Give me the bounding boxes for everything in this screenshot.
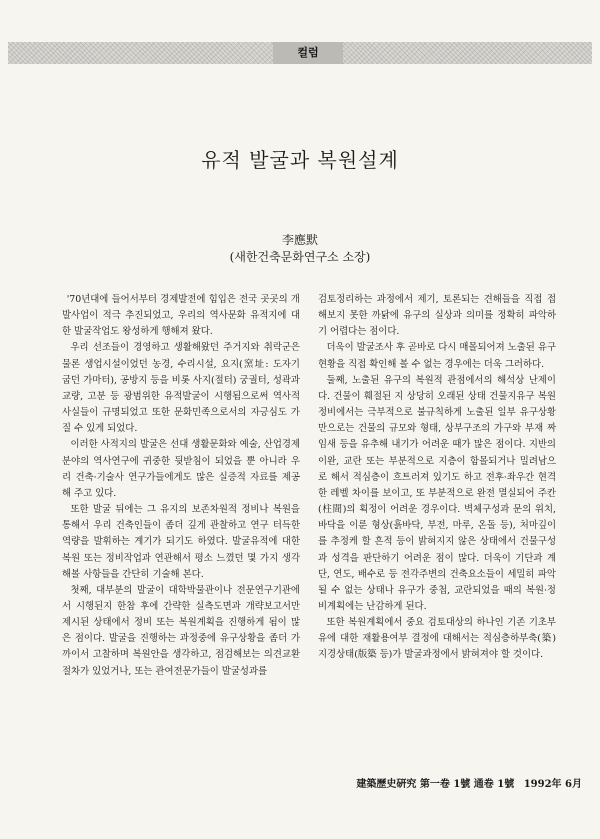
author-affiliation: (새한건축문화연구소 소장)	[229, 250, 371, 264]
paragraph: 또한 발굴 뒤에는 그 유지의 보존차원적 정비나 복원을 통해서 우리 건축인들이 좀더 깊게 관찰하고 연구 터득한 역량을 발휘하는 계기가 되기도 하였다. 발굴유적에 대한 복원 또는 정비작업과 연관해서 평소 느꼈던 몇 가지 생각해볼 사항들을 간단히 기술해 본다.	[62, 504, 300, 580]
author-name: 李應默	[281, 233, 318, 247]
journal-name: 建築歷史硏究	[356, 779, 417, 790]
journal-date: 1992年 6月	[523, 779, 582, 790]
journal-issue: 1號	[453, 779, 471, 790]
paragraph: '70년대에 들어서부터 경제발전에 힘입은 전국 곳곳의 개발사업이 적극 추진되었고, 우리의 역사문화 유적지에 대한 발굴작업도 왕성하게 행해져 왔다.	[62, 294, 300, 338]
paragraph: 우리 선조들이 경영하고 생활해왔던 주거지와 취락군은 물론 생업시설이었던 농경, 수리시설, 요지(窯址: 도자기 굽던 가마터), 공방지 등을 비롯 사지(절터) 궁궐터, 성곽과 교량, 고분 등 광범위한 유적발굴이 시행됨으로써 역사적 사실들이 규명되었고 또한 문화민족으로서의 자긍심도 가질 수 있게 되었다.	[62, 342, 300, 435]
body-column-left	[62, 292, 300, 762]
journal-volume: 第一卷	[419, 779, 450, 790]
section-header-band	[8, 42, 592, 64]
article-title: 유적 발굴과 복원설계	[201, 148, 399, 172]
paragraph: 또한 복원계획에서 중요 검토대상의 하나인 기존 기초부유에 대한 재활용여부 결정에 대해서는 적심층하부축(築) 지경상태(版築 등)가 발굴과정에서 밝혀져야 할 것이다.	[318, 617, 556, 661]
section-label: 컬럼	[273, 42, 343, 64]
body-column-right	[318, 292, 556, 762]
paragraph: 둘째, 노출된 유구의 복원적 관점에서의 해석상 난제이다. 건물이 훼절된 지 상당히 오래된 상태 건물지유구 복원정비에서는 극부적으로 불규칙하게 노출된 일부 유구상황만으로는 건물의 규모와 형태, 상부구조의 가구와 부재 짜임새 등을 유추해 내기가 어려운 때가 많은 점이다. 지반의 이완, 교란 또는 부분적으로 지층이 함몰되거나 밀려남으로 해서 적심층이 흐트러져 있기도 하고 전후·좌우간 현격한 레벨 차이를 보이고, 또 부분적으로 완전 멸실되어 주칸(柱間)의 획정이 어려운 경우이다. 벽체구성과 문의 위치, 바닥을 이룬 형상(흙바닥, 부전, 마루, 온돌 등), 처마깊이를 추정케 할 흔적 등이 밝혀지지 않은 상태에서 건물구성과 성격을 판단하기 어려운 점이 많다. 더욱이 기단과 계단, 연도, 배수로 등 전각주변의 건축요소들이 세밀히 파악될 수 없는 상태나 유구가 중첩, 교란되었을 때의 복원·정비계획에는 난감하게 된다.	[318, 374, 556, 612]
paragraph: 첫째, 대부분의 발굴이 대학박물관이나 전문연구기관에서 시행된지 한참 후에 간략한 실측도면과 개략보고서만 제시된 상태에서 정비 또는 복원계획을 진행하게 됨이 많은 점이다. 발굴을 진행하는 과정중에 유구상황을 좀더 가까이서 고찰하며 복원안을 생각하고, 점검해보는 의견교환 절차가 있었거나, 또는 관여전문가들이 발굴성과를	[62, 584, 300, 677]
journal-footer	[320, 775, 582, 790]
author-block	[0, 232, 600, 266]
paragraph: 검토정리하는 과정에서 제기, 토론되는 견해들을 직접 접해보지 못한 까닭에 유구의 실상과 의미를 정확히 파악하기 어렵다는 점이다.	[318, 294, 556, 338]
journal-serial: 通卷 1號	[473, 779, 515, 790]
paragraph: 더욱이 발굴조사 후 곧바로 다시 매몰되어져 노출된 유구현황을 직접 확인해 볼 수 없는 경우에는 더욱 그러하다.	[318, 342, 556, 370]
paragraph: 이러한 사적지의 발굴은 선대 생활문화와 예술, 산업경제분야의 역사연구에 귀중한 뒷받침이 되었을 뿐 아니라 우리 건축·기술사 연구가들에게도 많은 실증적 자료를 제공해 주고 있다.	[62, 439, 300, 499]
